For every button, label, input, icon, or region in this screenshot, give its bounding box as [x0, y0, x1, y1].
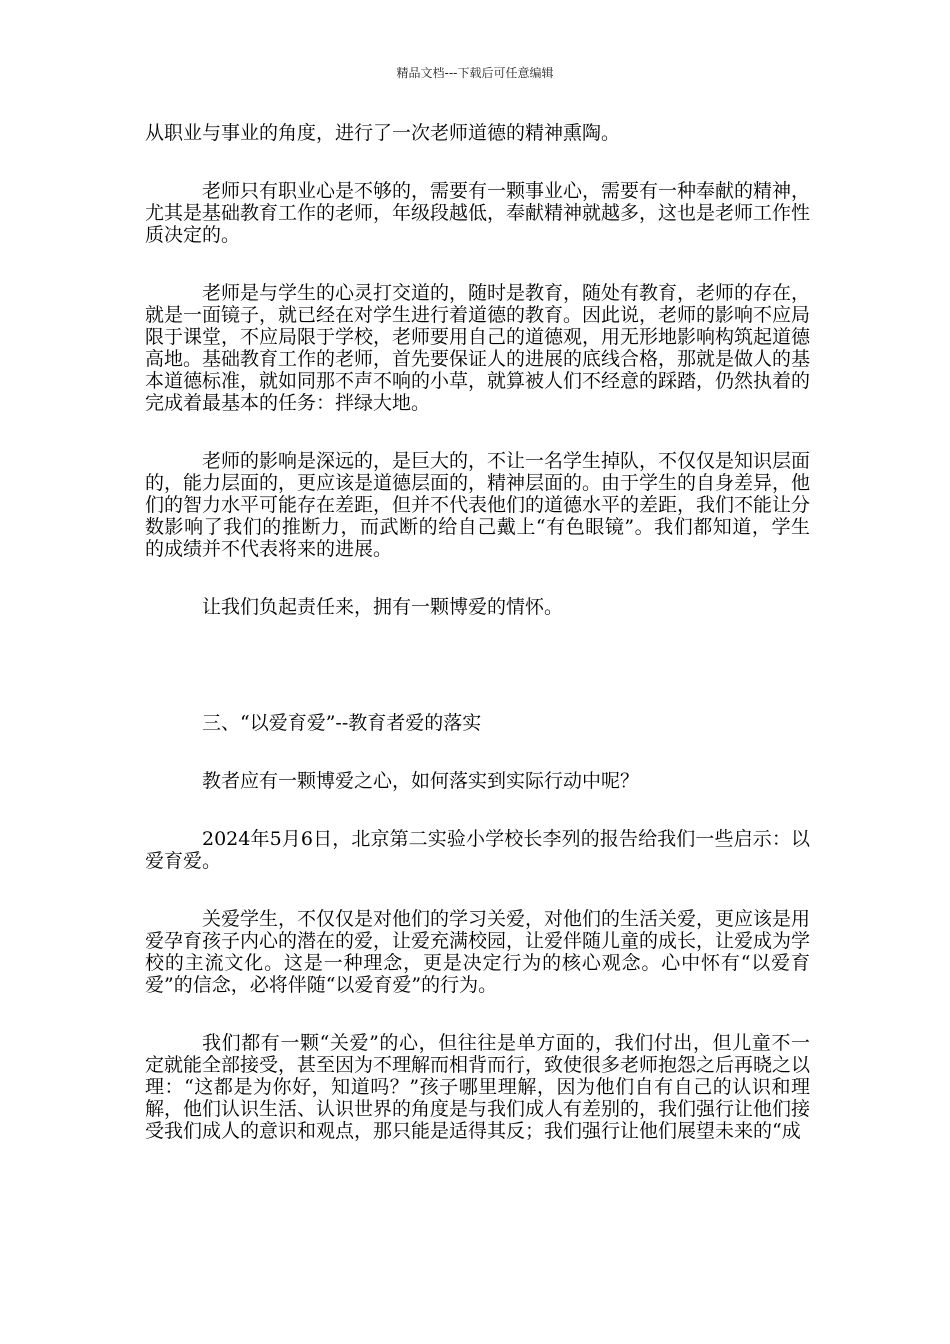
paragraph-2: 老师只有职业心是不够的，需要有一颗事业心，需要有一种奉献的精神，尤其是基础教育工作的老师，年级段越低，奉献精神就越多，这也是老师工作性质决定的。	[145, 180, 811, 246]
paragraph-9: 关爱学生，不仅仅是对他们的学习关爱，对他们的生活关爱，更应该是用爱孕育孩子内心的潜在的爱，让爱充满校园，让爱伴随儿童的成长，让爱成为学校的主流文化。这是一种理念，更是决定行为的核心观念。心中怀有“以爱育爱”的信念，必将伴随“以爱育爱”的行为。	[145, 908, 811, 996]
page-header: 精品文档---下载后可任意编辑	[396, 66, 554, 80]
paragraph-1: 从职业与事业的角度，进行了一次老师道德的精神熏陶。	[145, 122, 621, 144]
paragraph-10: 我们都有一颗“关爱”的心，但往往是单方面的，我们付出，但儿童不一定就能全部接受，甚至因为不理解而相背而行，致使很多老师抱怨之后再晓之以理：“这都是为你好，知道吗？”孩子哪里理解，因为他们自有自己的认识和理解，他们认识生活、认识世界的角度是与我们成人有差别的，我们强行让他们接受我们成人的意识和观点，那只能是适得其反；我们强行让他们展望未来的“成	[145, 1032, 811, 1142]
section-heading: 三、“以爱育爱”--教育者爱的落实	[202, 712, 482, 734]
paragraph-7: 教者应有一颗博爱之心，如何落实到实际行动中呢？	[202, 770, 640, 792]
document-body	[145, 122, 810, 1178]
paragraph-4: 老师的影响是深远的，是巨大的，不让一名学生掉队，不仅仅是知识层面的，能力层面的，更应该是道德层面的，精神层面的。由于学生的自身差异，他们的智力水平可能存在差距，但并不代表他们的道德水平的差距，我们不能让分数影响了我们的推断力，而武断的给自己戴上“有色眼镜”。我们都知道，学生的成绩并不代表将来的进展。	[145, 450, 811, 560]
paragraph-3: 老师是与学生的心灵打交道的，随时是教育，随处有教育，老师的存在，就是一面镜子，就已经在对学生进行着道德的教育。因此说，老师的影响不应局限于课堂，不应局限于学校，老师要用自己的道德观，用无形地影响构筑起道德高地。基础教育工作的老师，首先要保证人的进展的底线合格，那就是做人的基本道德标准，就如同那不声不响的小草，就算被人们不经意的踩踏，仍然执着的完成着最基本的任务：拌绿大地。	[145, 282, 811, 414]
paragraph-5: 让我们负起责任来，拥有一颗博爱的情怀。	[202, 596, 564, 618]
paragraph-8: 2024年5月6日，北京第二实验小学校长李列的报告给我们一些启示：以爱育爱。	[145, 828, 810, 872]
